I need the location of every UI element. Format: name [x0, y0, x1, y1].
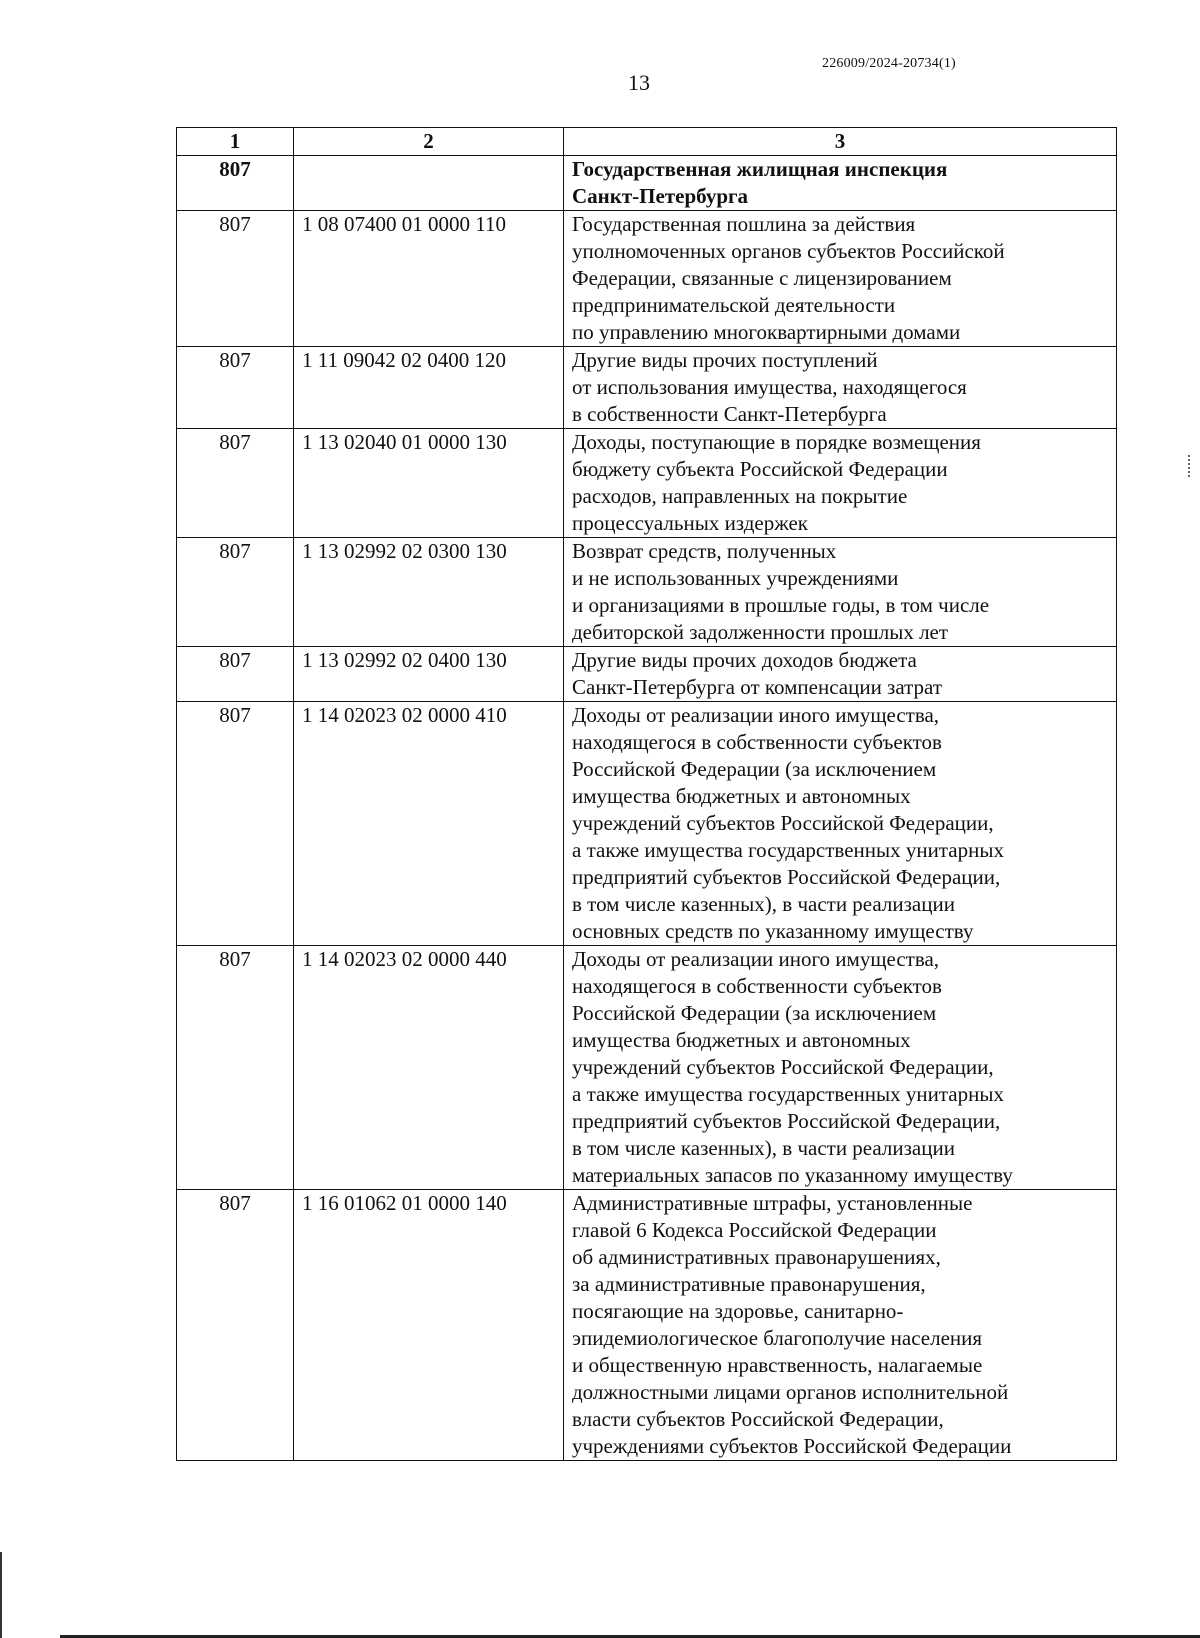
admin-code-cell: 807: [177, 347, 294, 429]
page-number: 13: [628, 70, 650, 95]
description-line: Другие виды прочих доходов бюджета: [572, 648, 917, 672]
table-row: [177, 538, 1117, 647]
description-line: Российской Федерации (за исключением: [572, 757, 937, 781]
kbk-code-cell: 1 13 02992 02 0300 130: [294, 538, 564, 647]
description-line: Санкт-Петербурга от компенсации затрат: [572, 675, 943, 699]
description-cell: [564, 211, 1117, 347]
description-line: предпринимательской деятельности: [572, 293, 896, 317]
description-cell: [564, 702, 1117, 946]
kbk-code-cell: 1 16 01062 01 0000 140: [294, 1190, 564, 1461]
description-line: бюджету субъекта Российской Федерации: [572, 457, 948, 481]
description-cell: [564, 946, 1117, 1190]
admin-code-cell: 807: [177, 946, 294, 1190]
description-line: Другие виды прочих поступлений: [572, 348, 878, 372]
description-line: предприятий субъектов Российской Федерации,: [572, 1109, 1001, 1133]
description-cell: [564, 1190, 1117, 1461]
description-line: Российской Федерации (за исключением: [572, 1001, 937, 1025]
description-line: расходов, направленных на покрытие: [572, 484, 908, 508]
description-line: предприятий субъектов Российской Федерации,: [572, 865, 1001, 889]
kbk-code-cell: 1 08 07400 01 0000 110: [294, 211, 564, 347]
description-line: дебиторской задолженности прошлых лет: [572, 620, 949, 644]
header-col-3: 3: [564, 128, 1117, 156]
table-row: [177, 647, 1117, 702]
admin-code-cell: 807: [177, 211, 294, 347]
description-line: и организациями в прошлые годы, в том числе: [572, 593, 990, 617]
admin-code-cell: 807: [177, 647, 294, 702]
description-line: имущества бюджетных и автономных: [572, 784, 911, 808]
description-line: Административные штрафы, установленные: [572, 1191, 973, 1215]
description-cell: [564, 647, 1117, 702]
scan-mark: [1188, 455, 1192, 477]
admin-code-cell: 807: [177, 702, 294, 946]
revenue-codes-table: [176, 127, 1117, 1461]
org-name-line: Государственная жилищная инспекция: [572, 157, 948, 181]
description-line: Государственная пошлина за действия: [572, 212, 916, 236]
description-line: Доходы от реализации иного имущества,: [572, 703, 940, 727]
description-line: и не использованных учреждениями: [572, 566, 899, 590]
admin-code-cell: 807: [177, 429, 294, 538]
description-line: Возврат средств, полученных: [572, 539, 837, 563]
description-cell: [564, 538, 1117, 647]
description-line: а также имущества государственных унитарных: [572, 1082, 1004, 1106]
kbk-code-cell: 1 11 09042 02 0400 120: [294, 347, 564, 429]
description-line: эпидемиологическое благополучие населения: [572, 1326, 983, 1350]
org-name-line: Санкт-Петербурга: [572, 184, 749, 208]
description-line: Доходы, поступающие в порядке возмещения: [572, 430, 981, 454]
admin-code-cell: 807: [177, 538, 294, 647]
kbk-code-cell: 1 13 02040 01 0000 130: [294, 429, 564, 538]
description-line: материальных запасов по указанному имуществу: [572, 1163, 1013, 1187]
description-line: основных средств по указанному имуществу: [572, 919, 974, 943]
description-line: власти субъектов Российской Федерации,: [572, 1407, 944, 1431]
description-line: находящегося в собственности субъектов: [572, 974, 942, 998]
description-cell: [564, 429, 1117, 538]
header-col-2: 2: [294, 128, 564, 156]
table-row: [177, 211, 1117, 347]
scan-edge: [0, 1552, 2, 1638]
description-line: главой 6 Кодекса Российской Федерации: [572, 1218, 937, 1242]
description-line: в собственности Санкт-Петербурга: [572, 402, 887, 426]
description-line: должностными лицами органов исполнительной: [572, 1380, 1009, 1404]
table-row: [177, 1190, 1117, 1461]
description-line: по управлению многоквартирными домами: [572, 320, 961, 344]
kbk-code-cell: 1 13 02992 02 0400 130: [294, 647, 564, 702]
description-line: уполномоченных органов субъектов Российской: [572, 239, 1005, 263]
description-line: учреждениями субъектов Российской Федерации: [572, 1434, 1012, 1458]
org-kbk: [294, 156, 564, 211]
org-row: [177, 156, 1117, 211]
description-line: в том числе казенных), в части реализации: [572, 1136, 955, 1160]
description-line: Федерации, связанные с лицензированием: [572, 266, 952, 290]
description-line: посягающие на здоровье, санитарно-: [572, 1299, 904, 1323]
description-line: в том числе казенных), в части реализации: [572, 892, 955, 916]
description-line: за административные правонарушения,: [572, 1272, 926, 1296]
table-row: [177, 702, 1117, 946]
description-line: об административных правонарушениях,: [572, 1245, 941, 1269]
header-col-1: 1: [177, 128, 294, 156]
kbk-code-cell: 1 14 02023 02 0000 410: [294, 702, 564, 946]
org-code: 807: [177, 156, 294, 211]
description-line: находящегося в собственности субъектов: [572, 730, 942, 754]
table-row: [177, 347, 1117, 429]
description-line: процессуальных издержек: [572, 511, 808, 535]
description-line: учреждений субъектов Российской Федерации,: [572, 1055, 994, 1079]
description-line: а также имущества государственных унитарных: [572, 838, 1004, 862]
document-id: 226009/2024-20734(1): [822, 56, 956, 71]
description-cell: [564, 347, 1117, 429]
description-line: имущества бюджетных и автономных: [572, 1028, 911, 1052]
table-row: [177, 429, 1117, 538]
org-name: [564, 156, 1117, 211]
description-line: и общественную нравственность, налагаемые: [572, 1353, 983, 1377]
description-line: от использования имущества, находящегося: [572, 375, 967, 399]
kbk-code-cell: 1 14 02023 02 0000 440: [294, 946, 564, 1190]
admin-code-cell: 807: [177, 1190, 294, 1461]
description-line: Доходы от реализации иного имущества,: [572, 947, 940, 971]
description-line: учреждений субъектов Российской Федерации,: [572, 811, 994, 835]
table-row: [177, 946, 1117, 1190]
table-header-row: [177, 128, 1117, 156]
